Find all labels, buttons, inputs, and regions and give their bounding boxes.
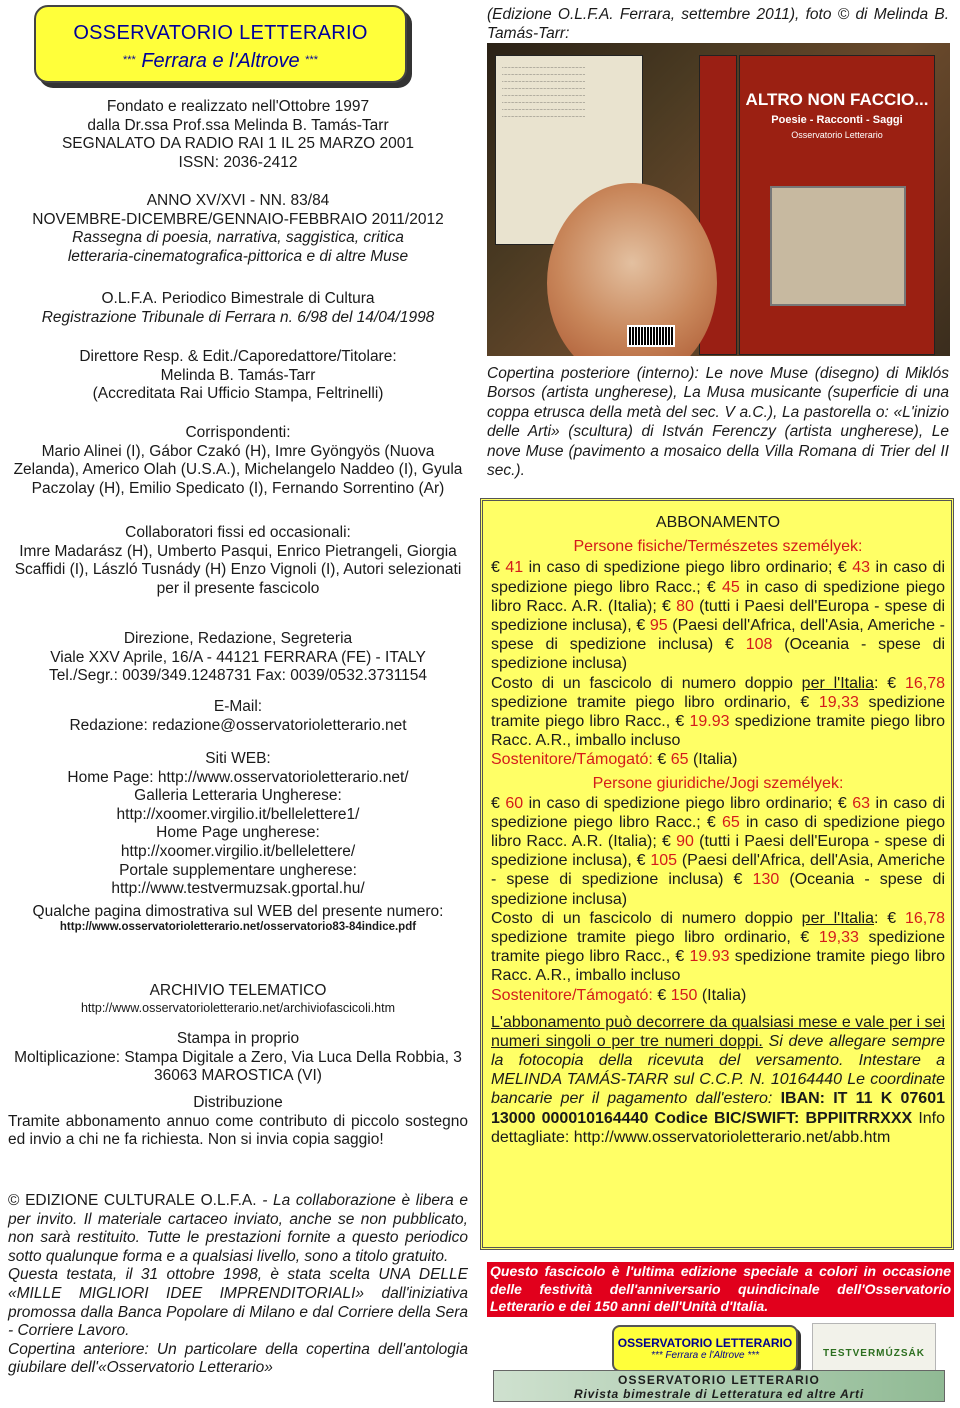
subscription-info-link[interactable]: Info dettagliate: http://www.osservatorioletterario.net/abb.htm: [491, 1109, 945, 1146]
collaborators: Collaboratori fissi ed occasionali: Imre Madarász (H), Umberto Pasqui, Enrico Pietrangeli, Giorgia Scaffidi (I), László Tusnády (H) Enzo Vignoli (I), Autori selezionati per il presente fascicolo: [14, 524, 462, 597]
copyright-icon: ©: [8, 1192, 20, 1209]
cover-painting: [770, 186, 906, 306]
email-link[interactable]: Redazione: redazione@osservatorioletterario.net: [69, 716, 407, 734]
subscription-terms: L'abbonamento può decorrere da qualsiasi mese e vale per i sei numeri singoli o per tre numeri doppi. Si deve allegare sempre la fotocopia della ricevuta del versamento. Intestare a MELINDA TAMÁS-TARR sul C.C.P. N. 10164440 Le coordinate bancarie per il pagamento dall'estero: IBAN: IT 11 K 07601 13000 000010164440 Codice BIC/SWIFT: BPPIITRRXXX Info dettagliate: http://www.osservatorioletterario.net/abb.htm: [491, 1013, 946, 1146]
individual-prices: € 41 in caso di spedizione piego libro ordinario; € 43 in caso di spedizione piego libro Racc.; € 45 in caso di spedizione piego libro Racc. A.R. (Italia); € 80 (tutti i Paesi dell'Europa - spese di spedizione inclusa), € 95 (Paesi dell'Africa, dell'Asia, Americhe - spese di spedizione inclusa) € 108 (Oceania - spese di spedizione inclusa): [491, 559, 946, 673]
portale-link[interactable]: http://www.testvermuzsak.gportal.hu/: [111, 880, 365, 898]
legal-entity-prices: € 60 in caso di spedizione piego libro ordinario; € 63 in caso di spedizione piego libro Racc.; € 65 in caso di spedizione piego libro Racc. A.R. (Italia); € 90 (tutti i Paesi dell'Europa - spese di spedizione inclusa), € 105 (Paesi dell'Africa, dell'Asia, Americhe - spese di spedizione inclusa) € 130 (Oceania - spese di spedizione inclusa): [491, 794, 946, 908]
book-back-cover: ............................................................ ............................................................ ............................................................ ............................................................ ............................................................ ............................................................ ............................................................ ............................................................: [495, 55, 643, 245]
archive-block: ARCHIVIO TELEMATICO http://www.osservatorioletterario.net/archiviofascicoli.htm: [8, 982, 468, 1016]
registration-block: O.L.F.A. Periodico Bimestrale di Cultura Registrazione Tribunale di Ferrara n. 6/98 del 14/04/1998: [41, 290, 435, 326]
subscription-title: ABBONAMENTO: [655, 514, 781, 531]
rivista-banner[interactable]: OSSERVATORIO LETTERARIO Rivista bimestrale di Letteratura ed altre Arti: [493, 1370, 945, 1402]
masthead-logo: [34, 5, 407, 83]
osservatorio-banner[interactable]: OSSERVATORIO LETTERARIO *** Ferrara e l'Altrove ***: [612, 1325, 798, 1372]
home-ungherese-link[interactable]: http://xoomer.virgilio.it/bellelettere/: [120, 842, 356, 860]
distribution-block: Distribuzione Tramite abbonamento annuo come contributo di piccolo sostegno ed invio a chi ne fa richiesta. Non si invia copia saggio!: [8, 1094, 468, 1149]
sample-pages-link[interactable]: http://www.osservatorioletterario.net/osservatorio83-84indice.pdf: [59, 921, 417, 934]
individuals-heading: Persone fisiche/Természetes személyek:: [573, 538, 863, 556]
euro-icon: €: [491, 559, 500, 577]
photo-caption-top: (Edizione O.L.F.A. Ferrara, settembre 2011), foto © di Melinda B. Tamás-Tarr:: [487, 6, 949, 43]
supporter-individuals: Sostenitore/Támogató: € 65 (Italia): [491, 751, 738, 769]
logo-title: OSSERVATORIO LETTERARIO: [73, 22, 368, 44]
single-issue-cost-legal: Costo di un fascicolo di numero doppio per l'Italia: € 16,78 spedizione tramite piego libro ordinario, € 19,33 spedizione tramite piego libro Racc., € 19.93 spedizione tramite piego libro Racc. A.R., imballo incluso: [491, 909, 946, 985]
cover-photo: [487, 43, 950, 356]
legal-entities-heading: Persone giuridiche/Jogi személyek:: [592, 775, 844, 793]
single-issue-cost-individuals: Costo di un fascicolo di numero doppio per l'Italia: € 16,78 spedizione tramite piego libro ordinario, € 19,33 spedizione tramite piego libro Racc., € 19.93 spedizione tramite piego libro Racc. A.R., imballo incluso: [491, 674, 946, 750]
supporter-legal: Sostenitore/Támogató: € 150 (Italia): [491, 986, 747, 1004]
barcode: [627, 325, 675, 347]
archive-link[interactable]: http://www.osservatorioletterario.net/archiviofascicoli.htm: [80, 1000, 395, 1015]
subscription-box: [480, 498, 954, 1250]
book-front-cover: ALTRO NON FACCIO... Poesie - Racconti - Saggi Osservatorio Letterario: [739, 55, 935, 355]
issue-block: ANNO XV/XVI - NN. 83/84 NOVEMBRE-DICEMBRE/GENNAIO-FEBBRAIO 2011/2012 Rassegna di poesia, narrativa, saggistica, critica letteraria-cinematografica-pittorica e di altre Muse: [32, 192, 444, 265]
correspondents: Corrispondenti: Mario Alinei (I), Gábor Czakó (H), Imre Gyöngyös (Nuova Zelanda), Americo Olah (U.S.A.), Michelangelo Naddeo (I), Gyula Paczolay (H), Emilio Spedicato (I), Fernando Sorrentino (Ar): [13, 424, 463, 497]
testvermuzsak-banner[interactable]: TESTVERMÚZSÁK: [812, 1323, 936, 1371]
email-block: E-Mail: Redazione: redazione@osservatorioletterario.net: [8, 698, 468, 735]
edition-notice: © EDIZIONE CULTURALE O.L.F.A. - La collaborazione è libera e per invito. Il materiale cartaceo inviato, anche se non pubblicato, non sarà restituito. Tutte le prestazioni fornite a questo periodico sotto qualunque forma e a qualsiasi livello, sono a titolo gratuito. Questa testata, il 31 ottobre 1998, è stata scelta UNA DELLE «MILLE MIGLIORI IDEE IMPRENDITORIALI» dall'iniziativa promossa dalla Banca Popolare di Milano e dal Corriere della Sera - Corriere Lavoro. Copertina anteriore: Un particolare della copertina dell'antologia giubilare dell'«Osservatorio Letterario»: [8, 1192, 468, 1377]
print-block: Stampa in proprio Moltiplicazione: Stampa Digitale a Zero, Via Luca Della Robbia, 3 36063 MAROSTICA (VI): [14, 1030, 462, 1085]
special-edition-notice: Questo fascicolo è l'ultima edizione speciale a colori in occasione delle festività dell'anniversario quindicinale dell'Osservatorio Letterario e dei 150 anni dell'Unità d'Italia.: [487, 1262, 954, 1317]
homepage-link[interactable]: Home Page: http://www.osservatorioletterario.net/: [67, 768, 409, 786]
editor-block: Direttore Resp. & Edit./Caporedattore/Titolare: Melinda B. Tamás-Tarr (Accreditata Rai Ufficio Stampa, Feltrinelli): [79, 348, 397, 403]
back-cover-caption: Copertina posteriore (interno): Le nove Muse (disegno) di Miklós Borsos (artista ungherese), La Musa musicante (superficie di una coppa etrusca della metà del sec. V a.C.), La pastorella o: «L'inizio delle Arti» (scultura) di István Ferenczy (artista ungherese), Le nove Muse (pavimento a mosaico della Villa Romana di Trier del II sec.).: [487, 365, 949, 480]
websites-block: Siti WEB: Home Page: http://www.osservatorioletterario.net/ Galleria Letteraria Ungherese: http://xoomer.virgilio.it/bellelettere1/ Home Page ungherese: http://xoomer.virgilio.it/bellelettere/ Portale supplementare ungherese: http://www.testvermuzsak.gportal.hu/ Qualche pagina dimostrativa sul WEB del presente numero: http://www.osservatorioletterario.net/osservatorio83-84indice.pdf: [8, 750, 468, 935]
logo-subtitle: *** Ferrara e l'Altrove ***: [122, 50, 319, 72]
galleria-link[interactable]: http://xoomer.virgilio.it/bellelettere1/: [116, 805, 360, 823]
founding-block: Fondato e realizzato nell'Ottobre 1997 dalla Dr.ssa Prof.ssa Melinda B. Tamás-Tarr SEGNALATO DA RADIO RAI 1 IL 25 MARZO 2001 ISSN: 2036-2412: [61, 98, 415, 171]
contacts: Direzione, Redazione, Segreteria Viale XXV Aprile, 16/A - 44121 FERRARA (FE) - ITALY Tel./Segr.: 0039/349.1248731 Fax: 0039/0532.3731154: [48, 630, 428, 685]
